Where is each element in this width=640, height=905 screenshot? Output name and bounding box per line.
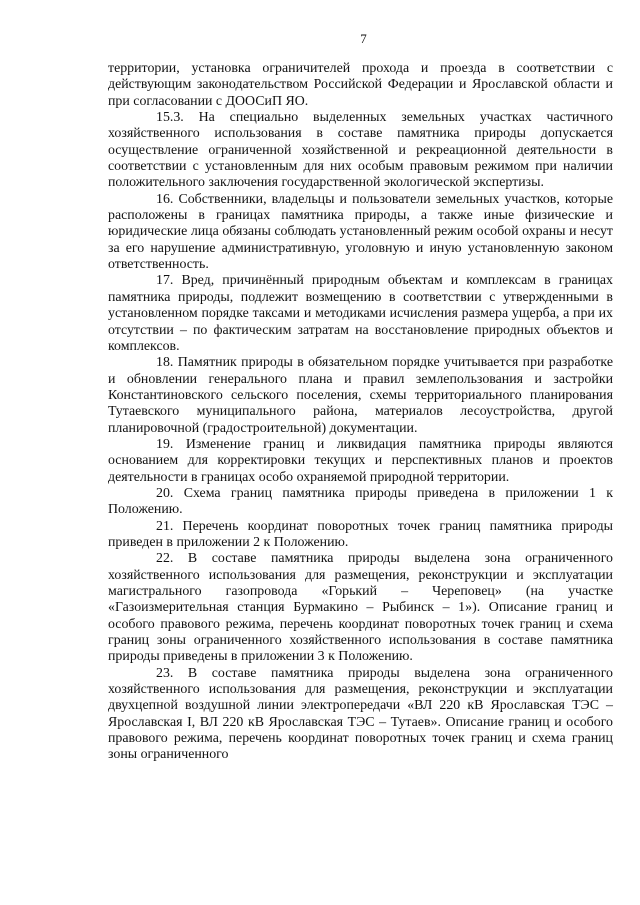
paragraph-21: 21. Перечень координат поворотных точек границ памятника природы приведен в приложении 2 к Положению.: [108, 518, 613, 550]
paragraph-23: 23. В составе памятника природы выделена зона ограниченного хозяйственного использования для размещения, реконструкции и эксплуатации двухцепной воздушной линии электропередачи «ВЛ 220 кВ Ярославская ТЭС – Ярославская I, ВЛ 220 кВ Ярославская ТЭС – Тутаев». Описание границ и особого правового режима, перечень координат поворотных точек границ и схема границ зоны ограниченного: [108, 665, 613, 763]
paragraph-22: 22. В составе памятника природы выделена зона ограниченного хозяйственного использования для размещения, реконструкции и эксплуатации магистрального газопровода «Горький – Череповец» (на участке «Газоизмерительная станция Бурмакино – Рыбинск – 1»). Описание границ и особого правового режима, перечень координат поворотных точек границ и схема границ зоны ограниченного хозяйственного использования в составе памятника природы приведены в приложении 3 к Положению.: [108, 551, 613, 665]
paragraph-20: 20. Схема границ памятника природы приведена в приложении 1 к Положению.: [108, 485, 613, 518]
paragraph-17: 17. Вред, причинённый природным объектам и комплексам в границах памятника природы, подлежит возмещению в соответствии с утвержденными в установленном порядке таксами и методиками исчисления размера ущерба, а при их отсутствии – по фактическим затратам на восстановление природных объектов и комплексов.: [108, 273, 613, 354]
document-body: [108, 61, 613, 764]
paragraph-19: 19. Изменение границ и ликвидация памятника природы являются основанием для корректировки текущих и перспективных планов и проектов деятельности в границах особо охраняемой природной территории.: [108, 436, 613, 485]
paragraph-16: 16. Собственники, владельцы и пользователи земельных участков, которые расположены в границах памятника природы, а также иные физические и юридические лица обязаны соблюдать установленный режим особой охраны и несут за его нарушение административную, уголовную и иную установленную законом ответственность.: [108, 191, 613, 273]
paragraph-15-3: 15.3. На специально выделенных земельных участках частичного хозяйственного использования в составе памятника природы допускается осуществление ограниченной хозяйственной и рекреационной деятельности в соответствии с установленным для них особым правовым режимом при наличии положительного заключения государственной экологической экспертизы.: [108, 110, 613, 191]
paragraph-continuation: территории, установка ограничителей прохода и проезда в соответствии с действующим законодательством Российской Федерации и Ярославской области и при согласовании с ДООСиП ЯО.: [108, 61, 613, 109]
page-number: 7: [360, 31, 367, 46]
paragraph-18: 18. Памятник природы в обязательном порядке учитывается при разработке и обновлении генерального плана и правил землепользования и застройки Константиновского сельского поселения, схемы территориального планирования Тутаевского муниципального района, материалов лесоустройства, другой планировочной (градостроительной) документации.: [108, 355, 613, 436]
